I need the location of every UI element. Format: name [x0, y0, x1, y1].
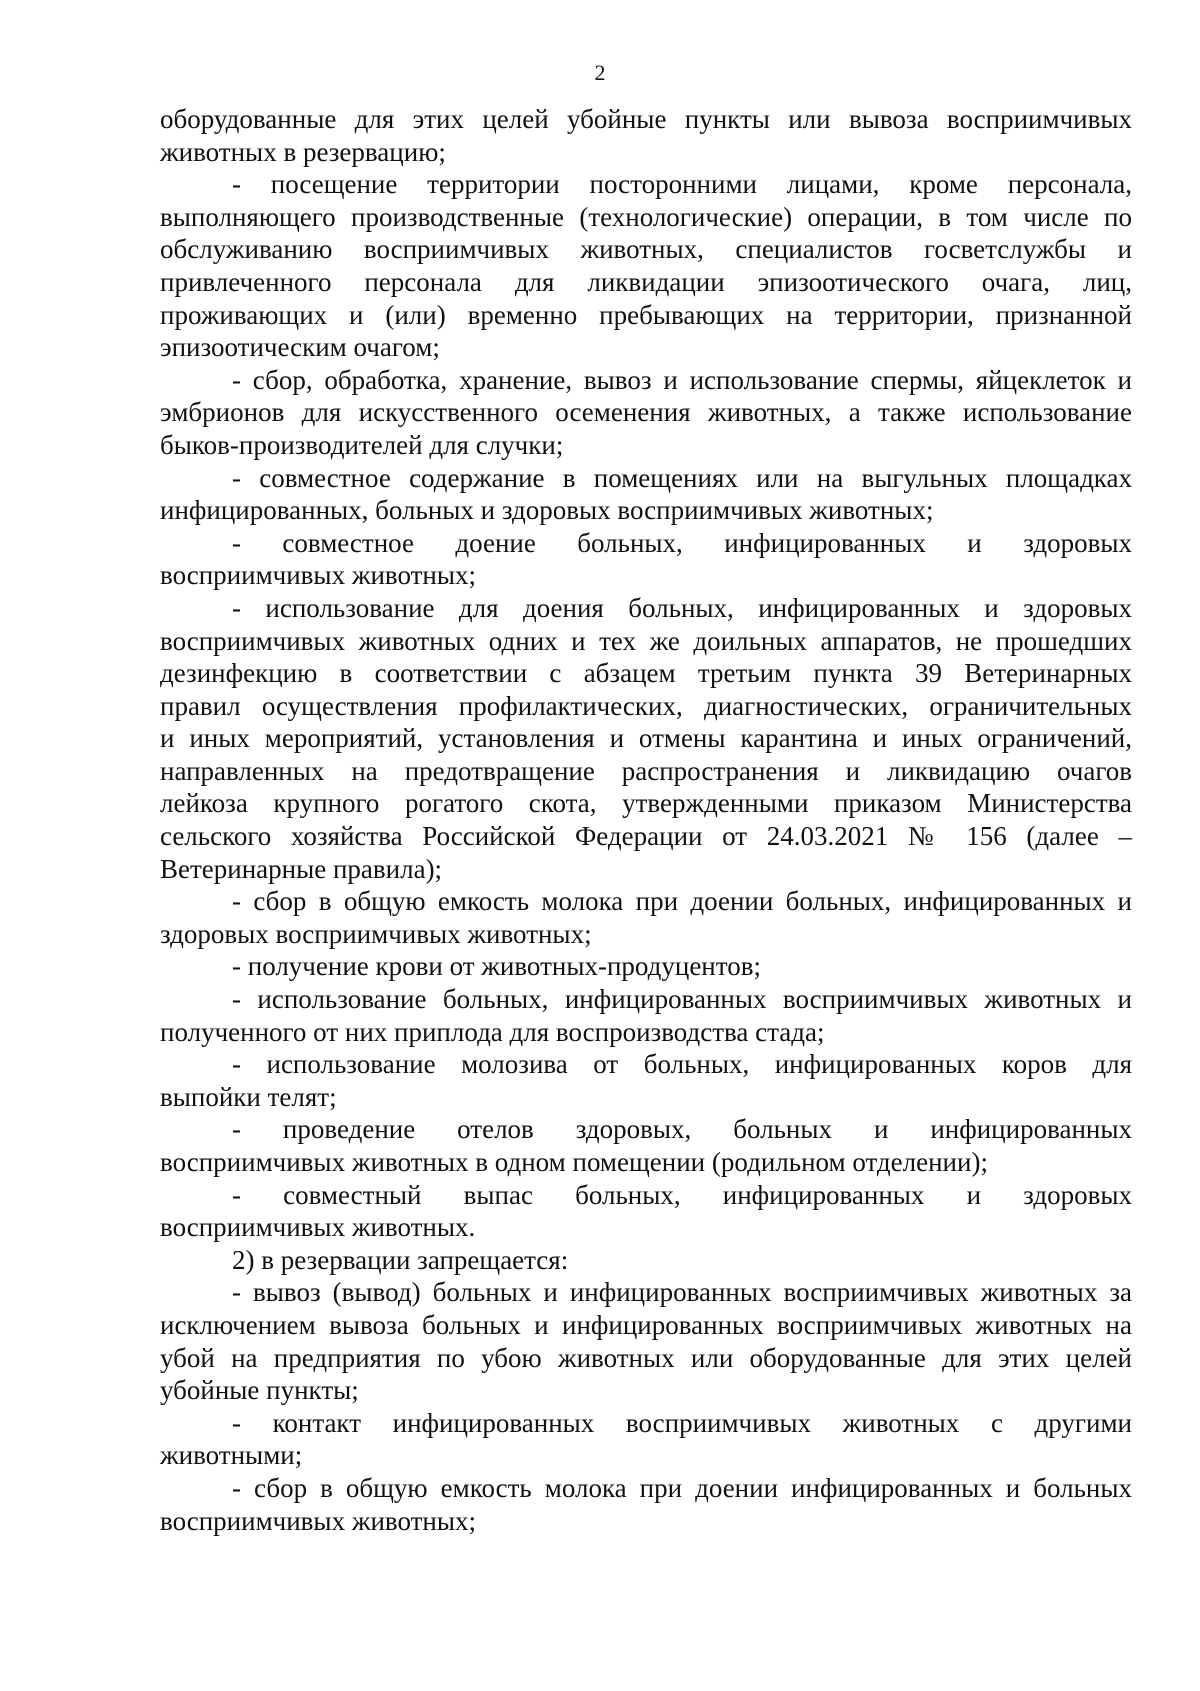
- text-line: - вывоз (вывод) больных и инфицированных восприимчивых животных за: [232, 1277, 1132, 1308]
- text-line: - совместное содержание в помещениях или на выгульных площадках: [232, 462, 1132, 493]
- text-line: выполняющего производственные (технологические) операции, в том числе по: [160, 201, 1132, 232]
- text-line: лейкоза крупного рогатого скота, утвержденными приказом Министерства: [160, 788, 1132, 819]
- text-line: - использование больных, инфицированных восприимчивых животных и: [232, 984, 1132, 1015]
- text-line: - сбор в общую емкость молока при доении инфицированных и больных: [232, 1472, 1132, 1503]
- text-line: - посещение территории посторонними лицами, кроме персонала,: [232, 169, 1132, 200]
- text-line: животными;: [160, 1440, 303, 1471]
- text-line: обслуживанию восприимчивых животных, специалистов госветслужбы и: [160, 234, 1132, 265]
- text-line: выпойки телят;: [160, 1081, 337, 1112]
- page-number: 2: [594, 60, 606, 85]
- text-line: и иных мероприятий, установления и отмены карантина и иных ограничений,: [160, 723, 1132, 754]
- text-line: животных в резервацию;: [160, 136, 446, 167]
- text-line: восприимчивых животных.: [160, 1212, 476, 1243]
- text-line: эмбрионов для искусственного осеменения животных, а также использование: [160, 397, 1132, 428]
- text-line: 2) в резервации запрещается:: [232, 1244, 569, 1275]
- text-line: - использование для доения больных, инфицированных и здоровых: [232, 592, 1132, 623]
- text-line: - проведение отелов здоровых, больных и инфицированных: [232, 1114, 1132, 1145]
- text-line: полученного от них приплода для воспроизводства стада;: [160, 1016, 825, 1047]
- text-line: проживающих и (или) временно пребывающих на территории, признанной: [160, 299, 1132, 330]
- text-line: - контакт инфицированных восприимчивых животных с другими: [232, 1407, 1132, 1438]
- text-line: привлеченного персонала для ликвидации эпизоотического очага, лиц,: [160, 266, 1132, 297]
- text-line: инфицированных, больных и здоровых восприимчивых животных;: [160, 495, 934, 526]
- text-line: - совместный выпас больных, инфицированных и здоровых: [232, 1179, 1132, 1210]
- text-line: - совместное доение больных, инфицированных и здоровых: [232, 527, 1132, 558]
- text-line: - использование молозива от больных, инфицированных коров для: [232, 1049, 1132, 1080]
- text-line: исключением вывоза больных и инфицированных восприимчивых животных на: [160, 1309, 1132, 1340]
- document-body: [160, 103, 1132, 1537]
- text-line: восприимчивых животных;: [160, 1505, 477, 1536]
- text-line: дезинфекцию в соответствии с абзацем третьим пункта 39 Ветеринарных: [160, 658, 1132, 689]
- text-line: убойные пункты;: [160, 1375, 359, 1406]
- text-line: здоровых восприимчивых животных;: [160, 918, 592, 949]
- text-line: эпизоотическим очагом;: [160, 332, 440, 363]
- text-line: быков-производителей для случки;: [160, 429, 564, 460]
- text-line: - сбор, обработка, хранение, вывоз и использование спермы, яйцеклеток и: [232, 364, 1132, 395]
- text-line: оборудованные для этих целей убойные пункты или вывоза восприимчивых: [160, 104, 1132, 134]
- text-line: правил осуществления профилактических, диагностических, ограничительных: [160, 690, 1132, 721]
- text-line: восприимчивых животных одних и тех же доильных аппаратов, не прошедших: [160, 625, 1132, 656]
- text-line: - получение крови от животных-продуцентов;: [232, 951, 761, 982]
- text-line: восприимчивых животных;: [160, 560, 477, 591]
- text-line: Ветеринарные правила);: [160, 853, 443, 884]
- text-line: - сбор в общую емкость молока при доении больных, инфицированных и: [232, 886, 1132, 917]
- text-line: направленных на предотвращение распространения и ликвидацию очагов: [160, 755, 1132, 786]
- text-line: убой на предприятия по убою животных или оборудованные для этих целей: [160, 1342, 1132, 1373]
- text-line: сельского хозяйства Российской Федерации от 24.03.2021 № 156 (далее –: [160, 821, 1132, 852]
- text-line: восприимчивых животных в одном помещении (родильном отделении);: [160, 1147, 988, 1177]
